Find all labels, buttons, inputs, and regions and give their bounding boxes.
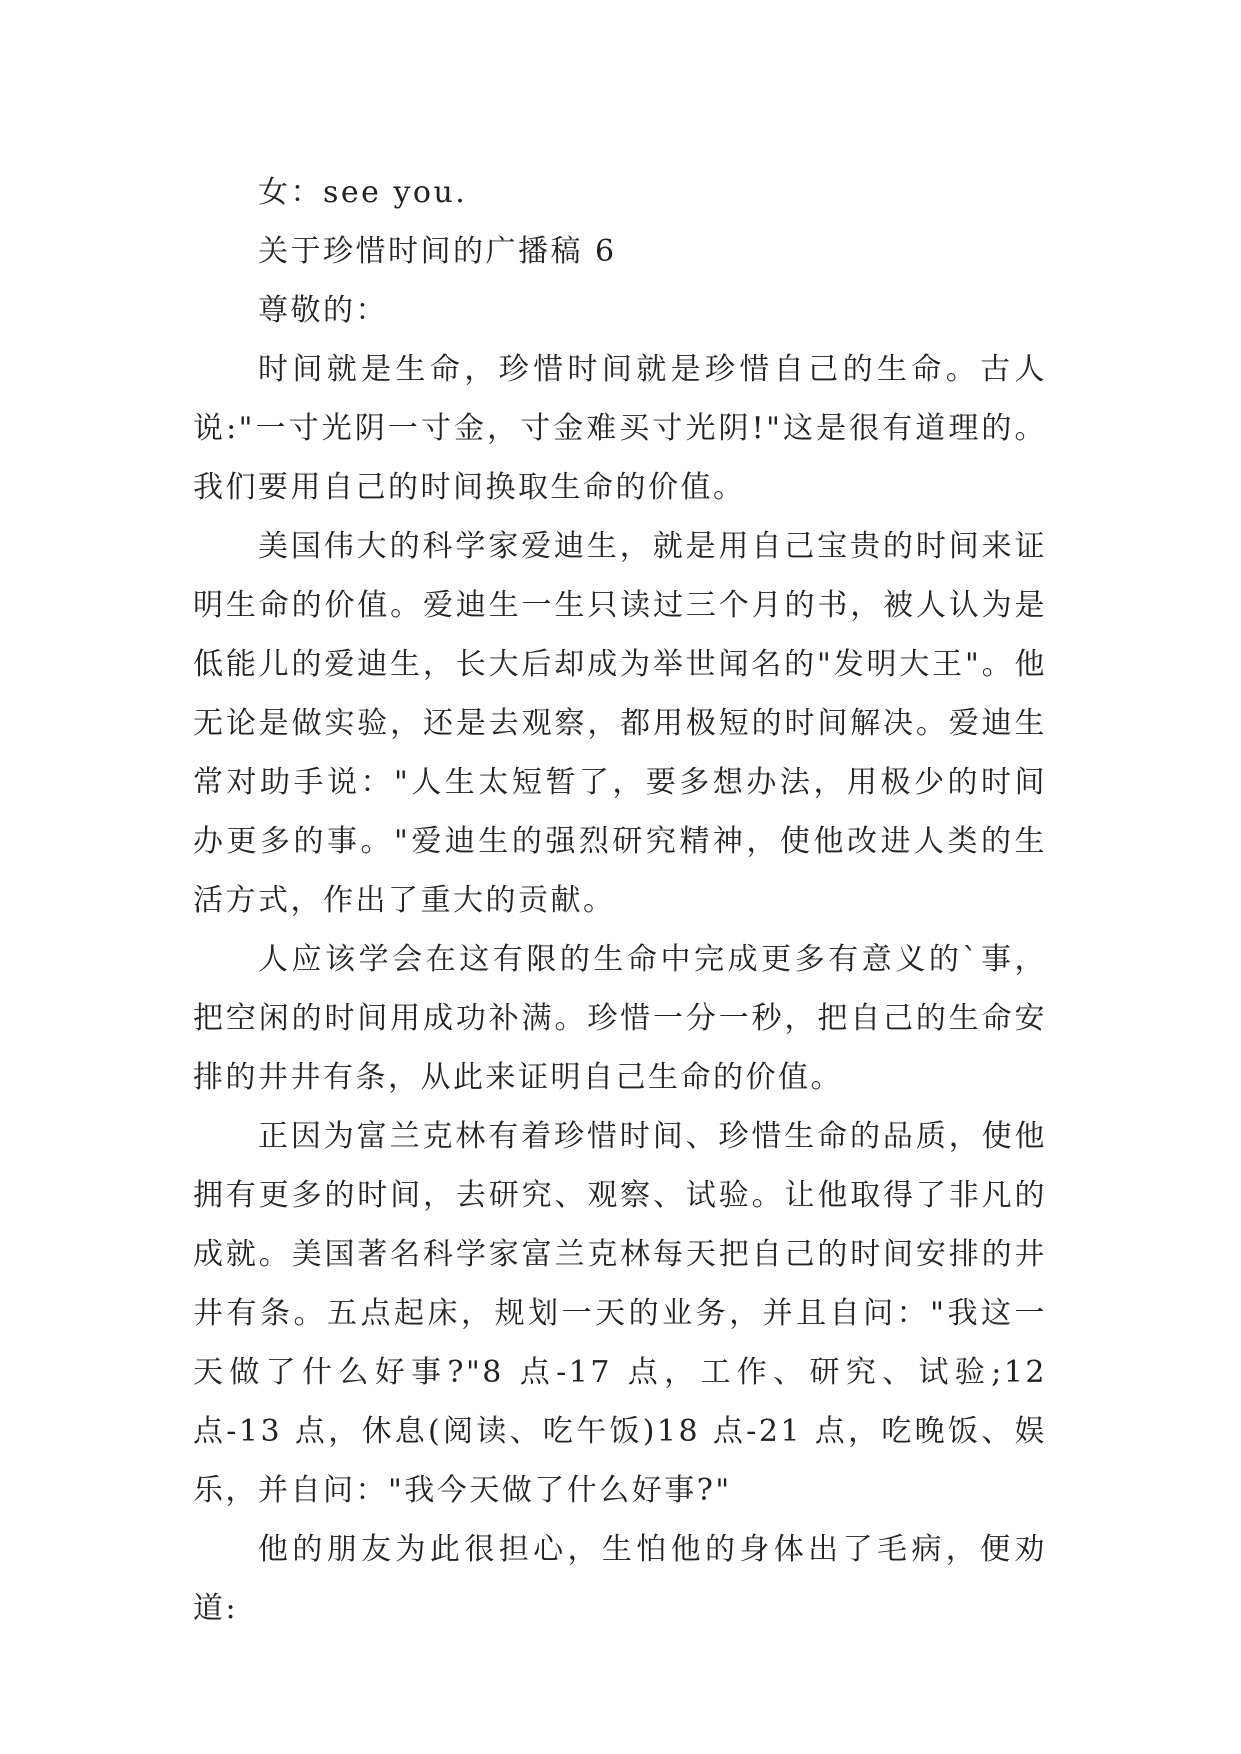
salutation: 尊敬的： bbox=[258, 293, 388, 328]
dialogue-line: 女：see you. bbox=[258, 175, 468, 210]
section-heading: 关于珍惜时间的广播稿 6 bbox=[258, 234, 617, 269]
body-paragraph: 时间就是生命，珍惜时间就是珍惜自己的生命。古人说:"一寸光阴一寸金，寸金难买寸光阴!"这是很有道理的。我们要用自己的时间换取生命的价值。 bbox=[193, 352, 1047, 505]
body-paragraph: 人应该学会在这有限的生命中完成更多有意义的`事，把空闲的时间用成功补满。珍惜一分一秒，把自己的生命安排的井井有条，从此来证明自己生命的价值。 bbox=[193, 942, 1047, 1095]
document-page bbox=[193, 163, 1060, 1638]
body-paragraph: 正因为富兰克林有着珍惜时间、珍惜生命的品质，使他拥有更多的时间，去研究、观察、试验。让他取得了非凡的成就。美国著名科学家富兰克林每天把自己的时间安排的井井有条。五点起床，规划一天的业务，并且自问："我这一天做了什么好事?"8 点-17 点，工作、研究、试验;12 点-13 点，休息(阅读、吃午饭)18 点-21 点，吃晚饭、娱乐，并自问："我今天做了什么好事?" bbox=[193, 1119, 1060, 1508]
body-paragraph: 他的朋友为此很担心，生怕他的身体出了毛病，便劝道: bbox=[193, 1532, 1047, 1626]
body-paragraph: 美国伟大的科学家爱迪生，就是用自己宝贵的时间来证明生命的价值。爱迪生一生只读过三个月的书，被人认为是低能儿的爱迪生，长大后却成为举世闻名的"发明大王"。他无论是做实验，还是去观察，都用极短的时间解决。爱迪生常对助手说："人生太短暂了，要多想办法，用极少的时间办更多的事。"爱迪生的强烈研究精神，使他改进人类的生活方式，作出了重大的贡献。 bbox=[193, 529, 1047, 918]
